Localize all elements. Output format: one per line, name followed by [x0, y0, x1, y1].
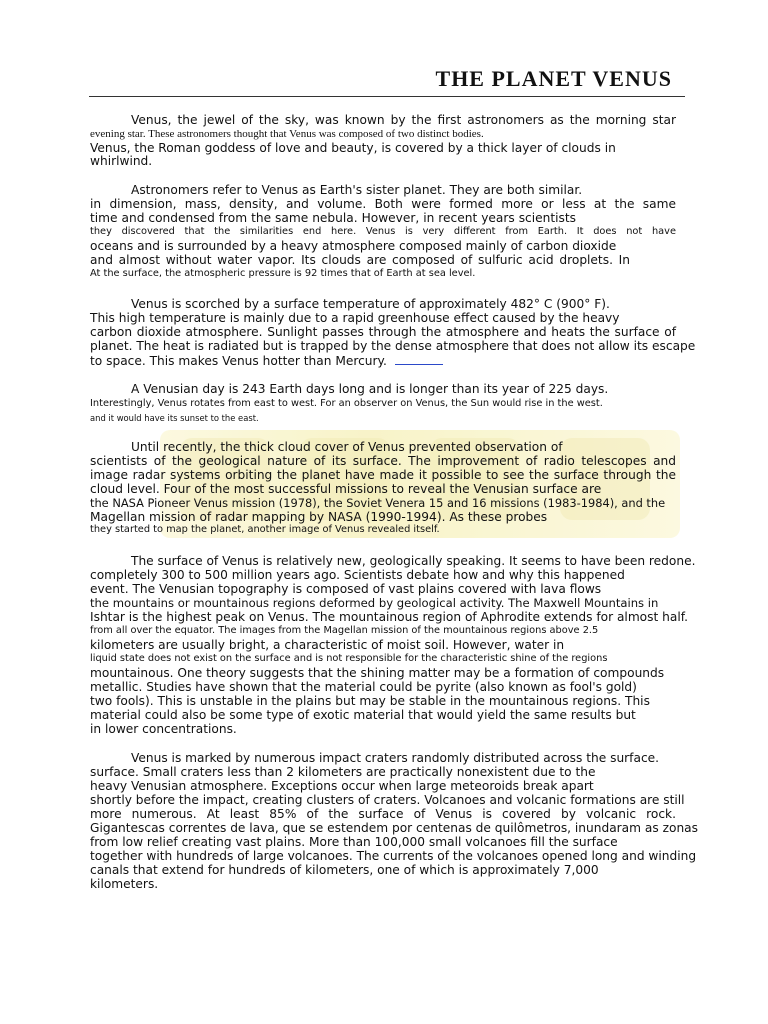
blank-link[interactable] [395, 353, 443, 365]
text-line: in dimension, mass, density, and volume. Both were formed more or less at the same [90, 197, 676, 211]
text-line: The surface of Venus is relatively new, geologically speaking. It seems to have been redone. [131, 554, 696, 568]
text-line: Venus is marked by numerous impact craters randomly distributed across the surface. [131, 751, 660, 765]
text-line: Interestingly, Venus rotates from east to west. For an observer on Venus, the Sun would rise in the west. [90, 398, 603, 409]
page-title: THE PLANET VENUS [435, 66, 672, 91]
text-line: Gigantescas correntes de lava, que se estendem por centenas de quilômetros, inundaram as zonas [90, 821, 698, 835]
text-line: canals that extend for hundreds of kilometers, one of which is approximately 7,000 [90, 863, 599, 877]
text-line: kilometers. [90, 877, 159, 891]
text-line: and it would have its sunset to the east. [90, 413, 259, 423]
text-line: A Venusian day is 243 Earth days long and is longer than its year of 225 days. [131, 382, 609, 396]
title-rule [89, 96, 685, 97]
text-line: evening star. These astronomers thought that Venus was composed of two distinct bodies. [90, 128, 484, 140]
text-line: event. The Venusian topography is composed of vast plains covered with lava flows [90, 582, 602, 596]
text-line: surface. Small craters less than 2 kilometers are practically nonexistent due to the [90, 765, 596, 779]
text-line: liquid state does not exist on the surface and is not responsible for the characteristic shine of the regions [90, 653, 608, 664]
text-line: mountainous. One theory suggests that the shining matter may be a formation of compounds [90, 666, 665, 680]
text-line: they discovered that the similarities end here. Venus is very different from Earth. It does not have [90, 226, 676, 237]
text-line: the NASA Pioneer Venus mission (1978), the Soviet Venera 15 and 16 missions (1983-1984), and the [90, 496, 666, 510]
text-line: together with hundreds of large volcanoes. The currents of the volcanoes opened long and winding [90, 849, 697, 863]
text-line: Venus, the jewel of the sky, was known by the first astronomers as the morning star [131, 113, 676, 127]
text-line: At the surface, the atmospheric pressure is 92 times that of Earth at sea level. [90, 268, 476, 279]
text-line: shortly before the impact, creating clusters of craters. Volcanoes and volcanic formations are still [90, 793, 685, 807]
text-line: in lower concentrations. [90, 722, 237, 736]
text-line: two fools). This is unstable in the plains but may be stable in the mountainous regions. This [90, 694, 650, 708]
text-line: time and condensed from the same nebula. However, in recent years scientists [90, 211, 576, 225]
text-line: image radar systems orbiting the planet have made it possible to see the surface through the [90, 468, 676, 482]
text-line: This high temperature is mainly due to a rapid greenhouse effect caused by the heavy [90, 311, 620, 325]
text-line: material could also be some type of exotic material that would yield the same results but [90, 708, 636, 722]
text-line: heavy Venusian atmosphere. Exceptions occur when large meteoroids break apart [90, 779, 594, 793]
text-line: completely 300 to 500 million years ago. Scientists debate how and why this happened [90, 568, 625, 582]
text-line: and almost without water vapor. Its clouds are composed of sulfuric acid droplets. In [90, 253, 630, 267]
text-line: from all over the equator. The images from the Magellan mission of the mountainous regions above 2.5 [90, 625, 599, 636]
text-line: cloud level. Four of the most successful missions to reveal the Venusian surface are [90, 482, 602, 496]
text-line: carbon dioxide atmosphere. Sunlight passes through the atmosphere and heats the surface of [90, 325, 676, 339]
text-line: Venus, the Roman goddess of love and beauty, is covered by a thick layer of clouds in [90, 141, 616, 155]
text-line: more numerous. At least 85% of the surface of Venus is covered by volcanic rock. [90, 807, 676, 821]
text-line: scientists of the geological nature of its surface. The improvement of radio telescopes and [90, 454, 676, 468]
text-line: to space. This makes Venus hotter than Mercury. [90, 354, 387, 368]
text-line: metallic. Studies have shown that the material could be pyrite (also known as fool's gold) [90, 680, 637, 694]
text-line: Ishtar is the highest peak on Venus. The mountainous region of Aphrodite extends for almost half. [90, 610, 689, 624]
text-line: Until recently, the thick cloud cover of Venus prevented observation of [131, 440, 563, 454]
text-line: the mountains or mountainous regions deformed by geological activity. The Maxwell Mountains in [90, 596, 659, 610]
text-line: they started to map the planet, another image of Venus revealed itself. [90, 524, 440, 535]
text-line: Magellan mission of radar mapping by NASA (1990-1994). As these probes [90, 510, 548, 524]
text-line: oceans and is surrounded by a heavy atmosphere composed mainly of carbon dioxide [90, 239, 617, 253]
text-line: Astronomers refer to Venus as Earth's sister planet. They are both similar. [131, 183, 583, 197]
text-line: kilometers are usually bright, a characteristic of moist soil. However, water in [90, 638, 565, 652]
text-line-container [90, 353, 443, 368]
text-line: whirlwind. [90, 154, 153, 168]
text-line: from low relief creating vast plains. More than 100,000 small volcanoes fill the surface [90, 835, 618, 849]
text-line: Venus is scorched by a surface temperature of approximately 482° C (900° F). [131, 297, 610, 311]
text-line: planet. The heat is radiated but is trapped by the dense atmosphere that does not allow its escape [90, 339, 696, 353]
